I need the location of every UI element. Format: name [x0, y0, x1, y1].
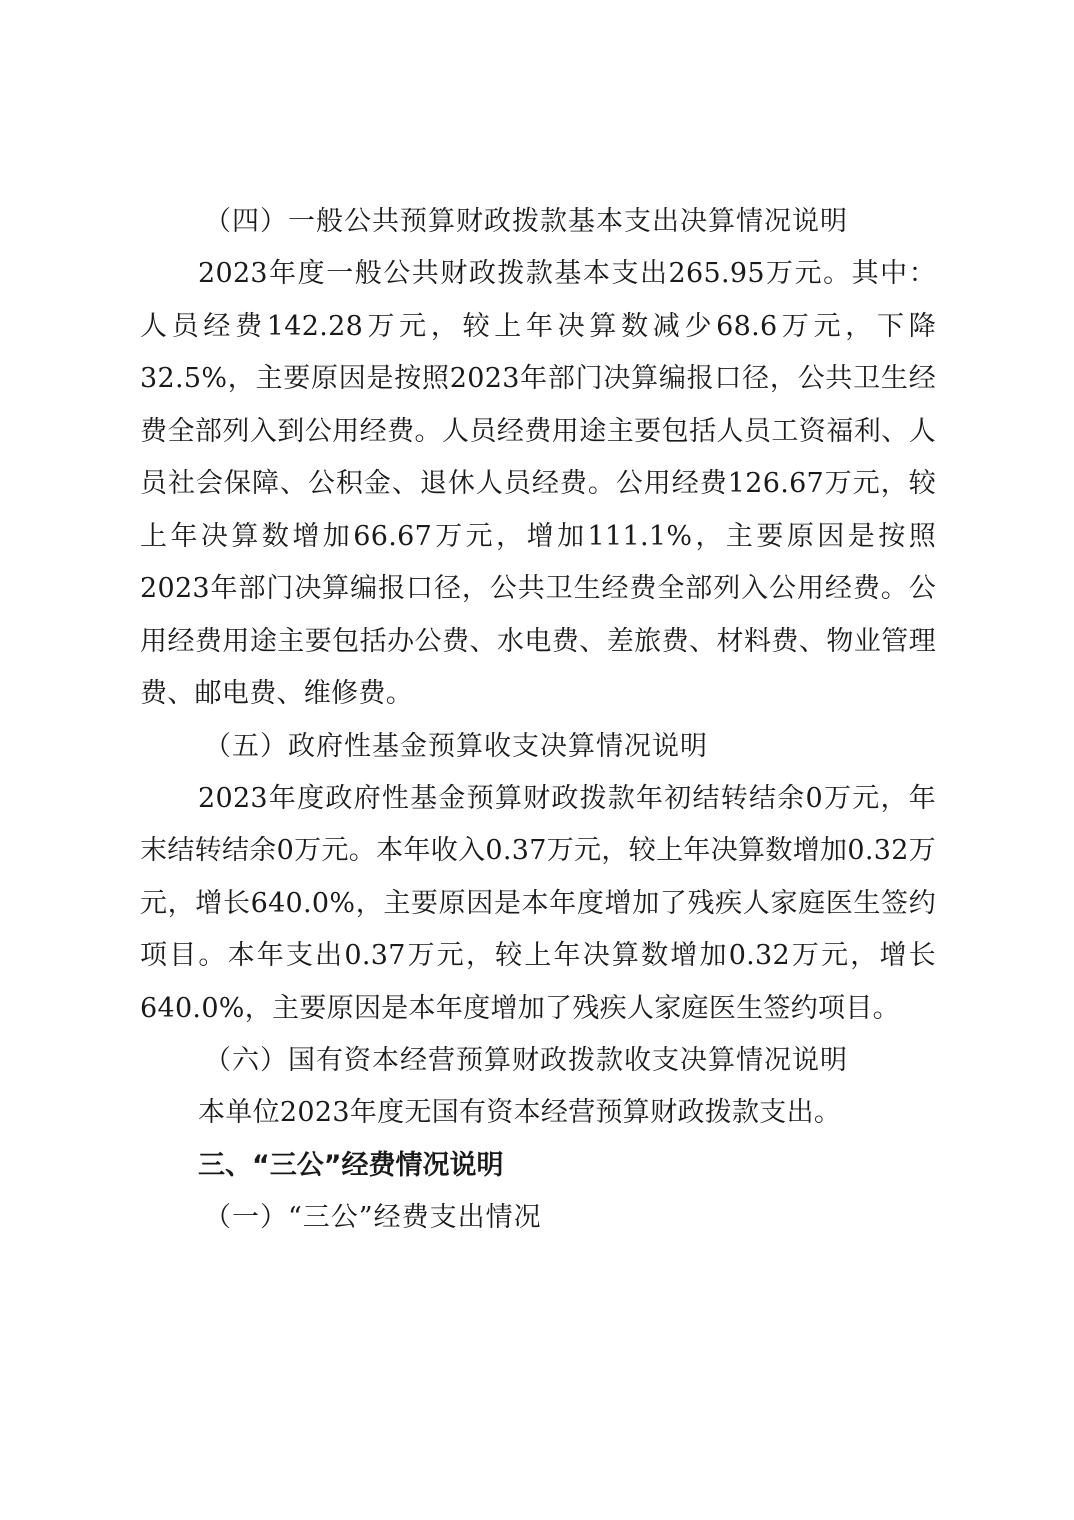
document-page: [140, 196, 936, 1244]
section-5-heading: （五）政府性基金预算收支决算情况说明: [204, 730, 708, 762]
part-3-sub-1-heading: （一）“三公”经费支出情况: [204, 1201, 542, 1233]
section-4-body: 2023年度一般公共财政拨款基本支出265.95万元。其中：人员经费142.28万元，较上年决算数减少68.6万元，下降32.5%，主要原因是按照2023年部门决算编报口径，公共卫生经费全部列入到公用经费。人员经费用途主要包括人员工资福利、人员社会保障、公积金、退休人员经费。公用经费126.67万元，较上年决算数增加66.67万元，增加111.1%，主要原因是按照2023年部门决算编报口径，公共卫生经费全部列入公用经费。公用经费用途主要包括办公费、水电费、差旅费、材料费、物业管理费、邮电费、维修费。: [140, 258, 936, 709]
section-4-heading: （四）一般公共预算财政拨款基本支出决算情况说明: [204, 206, 848, 237]
section-6-heading: （六）国有资本经营预算财政拨款收支决算情况说明: [204, 1045, 848, 1076]
part-3-heading: 三、“三公”经费情况说明: [198, 1149, 504, 1181]
section-6-body: 本单位2023年度无国有资本经营预算财政拨款支出。: [198, 1097, 842, 1128]
section-5-body: 2023年度政府性基金预算财政拨款年初结转结余0万元，年末结转结余0万元。本年收入0.37万元，较上年决算数增加0.32万元，增长640.0%，主要原因是本年度增加了残疾人家庭医生签约项目。本年支出0.37万元，较上年决算数增加0.32万元，增长640.0%，主要原因是本年度增加了残疾人家庭医生签约项目。: [140, 782, 936, 1024]
